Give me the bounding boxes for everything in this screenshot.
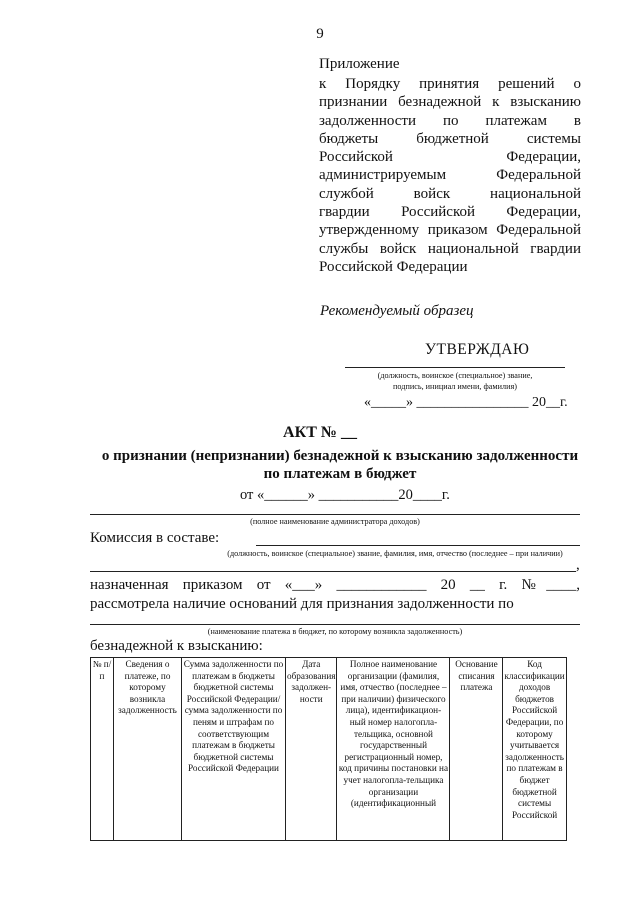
act-subtitle-line: о признании (непризнании) безнадежной к взысканию задолженности <box>101 448 579 464</box>
signature-line <box>345 367 565 368</box>
table-header-cell: Сумма задолженности по платежам в бюджеты бюджетной системы Российской Федерации/сумма задолженности по пеням и штрафам по соответствующим платежам в бюджеты бюджетной системы Российской Федерации <box>182 658 286 841</box>
appendix-line: службой войск национальной <box>319 185 581 202</box>
approve-caption: (должность, воинское (специальное) звание, <box>377 371 533 380</box>
page-number: 9 <box>316 26 324 42</box>
admin-caption: (полное наименование администратора доходов) <box>250 517 420 526</box>
table-header-cell: Основание списания платежа <box>450 658 503 841</box>
appendix-line: утвержденному приказом Федеральной <box>319 222 581 239</box>
appendix-title: Приложение <box>319 56 400 72</box>
act-subtitle <box>90 447 590 483</box>
sample-label: Рекомендуемый образец <box>320 303 474 319</box>
order-line: назначенная приказом от «___» ____________ 20 __ г. №____, <box>90 577 580 593</box>
table-header-cell: Дата образования задолжен-ности <box>286 658 337 841</box>
appendix-line: Российской Федерации <box>319 258 468 275</box>
table-header-cell: № п/п <box>91 658 114 841</box>
approve-title: УТВЕРЖДАЮ <box>425 341 530 358</box>
appendix-line: признании безнадежной к взысканию <box>319 94 581 111</box>
commission-label: Комиссия в составе: <box>90 530 220 546</box>
appendix-line: Российской Федерации, <box>319 149 581 166</box>
payment-line <box>90 624 580 625</box>
appendix-line: бюджеты бюджетной системы <box>319 130 581 147</box>
act-date: от «______» ___________20____г. <box>240 487 450 503</box>
comma: , <box>576 557 580 573</box>
appendix-line: службы войск национальной гвардии <box>319 240 581 257</box>
admin-line <box>90 514 580 515</box>
payment-caption: (наименование платежа в бюджет, по которому возникла задолженность) <box>207 627 463 636</box>
hopeless-line: безнадежной к взысканию: <box>90 638 263 654</box>
appendix-line: задолженности по платежам в <box>319 112 581 129</box>
commission-line <box>256 545 580 546</box>
act-title: АКТ № __ <box>283 424 357 441</box>
table-header-cell: Код классификации доходов бюджетов Российской Федерации, по которому учитывается задолженность по платежам в бюджет бюджетной системы Российской <box>503 658 566 841</box>
debt-table <box>90 657 567 841</box>
appendix-line: администрируемым Федеральной <box>319 167 581 184</box>
appendix-text <box>319 75 581 276</box>
appendix-line: к Порядку принятия решений о <box>319 76 581 92</box>
considered-line: рассмотрела наличие оснований для признания задолженности по <box>90 596 514 612</box>
act-subtitle-line: по платежам в бюджет <box>263 466 417 482</box>
commission-line-2 <box>90 571 576 572</box>
table-header-cell: Сведения о платеже, по которому возникла задолженность <box>114 658 182 841</box>
approve-caption: подпись, инициал имени, фамилия) <box>393 382 517 391</box>
commission-caption: (должность, воинское (специальное) звание, фамилия, имя, отчество (последнее – при наличии) <box>227 549 563 558</box>
table-header-cell: Полное наименование организации (фамилия, имя, отчество (последнее – при наличии) физического лица), идентификацион-ный номер налогопла-тельщика, основной государственный регистрационный номер, код причины постановки на учет налогопла-тельщика организации (идентификационный <box>337 658 450 841</box>
table-header-row <box>91 658 567 841</box>
approve-date: «_____» ________________ 20__г. <box>364 395 568 410</box>
appendix-line: гвардии Российской Федерации, <box>319 204 581 221</box>
